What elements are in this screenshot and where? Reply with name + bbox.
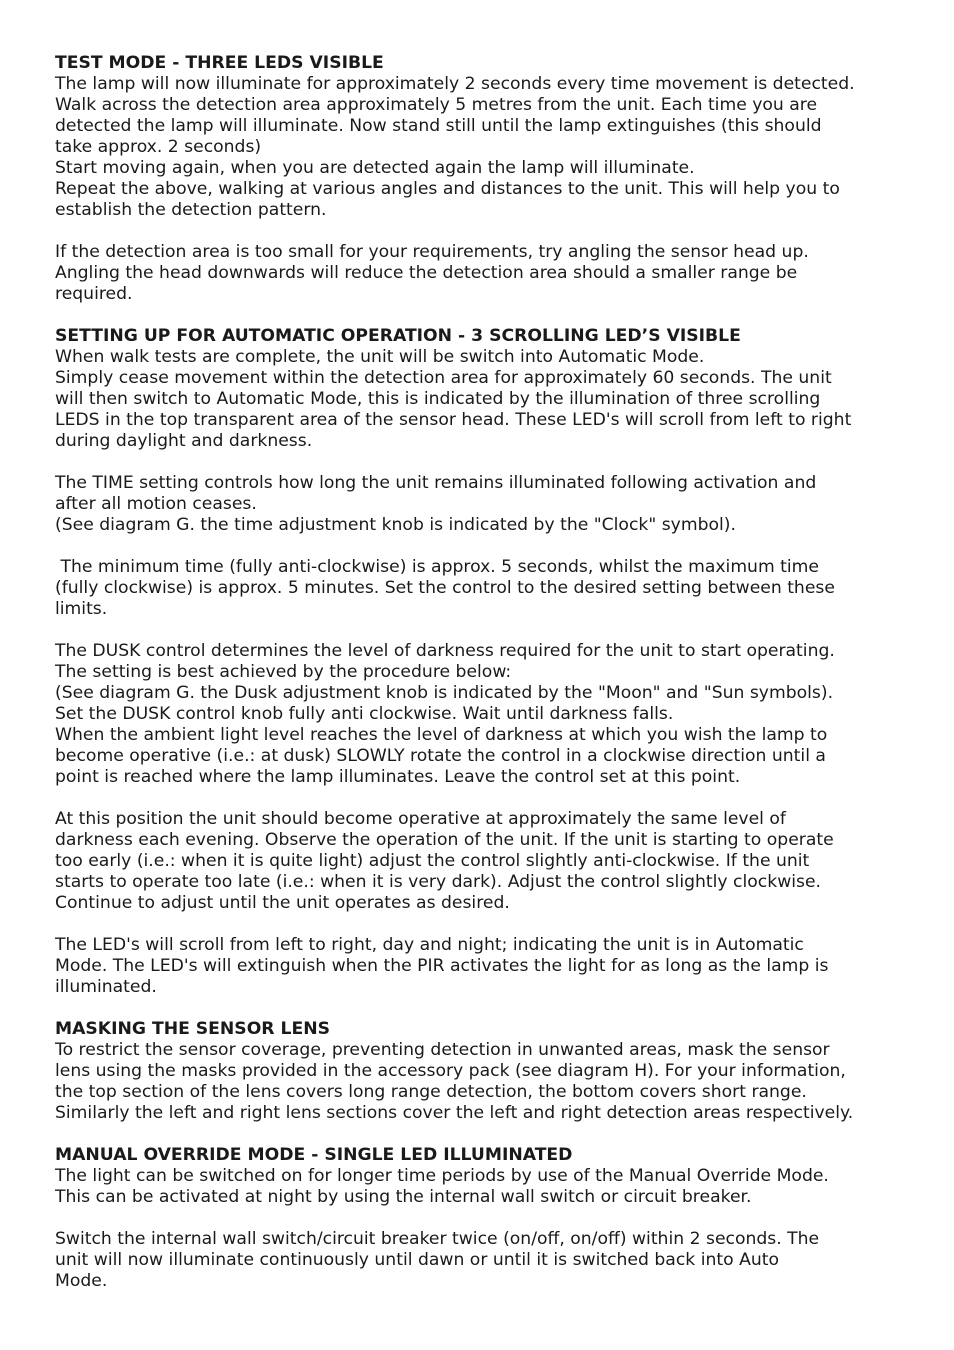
body-text-line: will then switch to Automatic Mode, this is indicated by the illumination of three scrolling: [55, 389, 821, 409]
body-text-line: darkness each evening. Observe the operation of the unit. If the unit is starting to operate: [55, 830, 834, 850]
section-heading-test-mode: TEST MODE - THREE LEDS VISIBLE: [55, 53, 384, 73]
body-text-line: lens using the masks provided in the accessory pack (see diagram H). For your information,: [55, 1061, 846, 1081]
paragraph-gap: [55, 998, 915, 1019]
body-text-line: Set the DUSK control knob fully anti clockwise. Wait until darkness falls.: [55, 704, 674, 724]
body-text-line: When the ambient light level reaches the level of darkness at which you wish the lamp to: [55, 725, 828, 745]
body-text-line: The light can be switched on for longer time periods by use of the Manual Override Mode.: [55, 1166, 829, 1186]
paragraph-gap: [55, 452, 915, 473]
body-text-line: required.: [55, 284, 133, 304]
body-text-line: Mode. The LED's will extinguish when the PIR activates the light for as long as the lamp is: [55, 956, 829, 976]
body-text-line: (See diagram G. the Dusk adjustment knob is indicated by the "Moon" and "Sun symbols).: [55, 683, 834, 703]
body-text-line: Start moving again, when you are detected again the lamp will illuminate.: [55, 158, 695, 178]
paragraph-gap: [55, 914, 915, 935]
body-text-line: The DUSK control determines the level of darkness required for the unit to start operating.: [55, 641, 835, 661]
body-text-line: Switch the internal wall switch/circuit breaker twice (on/off, on/off) within 2 seconds. The: [55, 1229, 820, 1249]
body-text-line: detected the lamp will illuminate. Now stand still until the lamp extinguishes (this should: [55, 116, 822, 136]
body-text-line: Simply cease movement within the detection area for approximately 60 seconds. The unit: [55, 368, 832, 388]
body-text-line: (See diagram G. the time adjustment knob is indicated by the "Clock" symbol).: [55, 515, 736, 535]
body-text-line: Repeat the above, walking at various angles and distances to the unit. This will help you to: [55, 179, 840, 199]
body-text-line: To restrict the sensor coverage, preventing detection in unwanted areas, mask the sensor: [55, 1040, 830, 1060]
body-text-line: become operative (i.e.: at dusk) SLOWLY rotate the control in a clockwise direction until a: [55, 746, 826, 766]
body-text-line: take approx. 2 seconds): [55, 137, 262, 157]
body-text-line: Walk across the detection area approximately 5 metres from the unit. Each time you are: [55, 95, 818, 115]
body-text-line: unit will now illuminate continuously until dawn or until it is switched back into Auto: [55, 1250, 779, 1270]
body-text-line: during daylight and darkness.: [55, 431, 313, 451]
body-text-line: (fully clockwise) is approx. 5 minutes. Set the control to the desired setting between these: [55, 578, 835, 598]
body-text-line: This can be activated at night by using the internal wall switch or circuit breaker.: [55, 1187, 752, 1207]
body-text-line: At this position the unit should become operative at approximately the same level of: [55, 809, 786, 829]
body-text-line: Similarly the left and right lens sections cover the left and right detection areas respectively.: [55, 1103, 854, 1123]
section-heading-manual-override: MANUAL OVERRIDE MODE - SINGLE LED ILLUMINATED: [55, 1145, 573, 1165]
body-text-line: The LED's will scroll from left to right, day and night; indicating the unit is in Automatic: [55, 935, 804, 955]
paragraph-gap: [55, 620, 915, 641]
paragraph-gap: [55, 305, 915, 326]
body-text-line: establish the detection pattern.: [55, 200, 327, 220]
paragraph-gap: [55, 1208, 915, 1229]
paragraph-gap: [55, 536, 915, 557]
body-text-line: Mode.: [55, 1271, 108, 1291]
body-text-line: When walk tests are complete, the unit will be switch into Automatic Mode.: [55, 347, 705, 367]
body-text-line: The setting is best achieved by the procedure below:: [55, 662, 512, 682]
body-text-line: too early (i.e.: when it is quite light) adjust the control slightly anti-clockwise. If the unit: [55, 851, 810, 871]
document-page: [55, 53, 915, 1292]
body-text-line: limits.: [55, 599, 108, 619]
body-text-line: The TIME setting controls how long the unit remains illuminated following activation and: [55, 473, 817, 493]
paragraph-gap: [55, 788, 915, 809]
body-text-line: Continue to adjust until the unit operates as desired.: [55, 893, 510, 913]
paragraph-gap: [55, 1124, 915, 1145]
section-heading-automatic: SETTING UP FOR AUTOMATIC OPERATION - 3 SCROLLING LED’S VISIBLE: [55, 326, 741, 346]
body-text-line: point is reached where the lamp illuminates. Leave the control set at this point.: [55, 767, 741, 787]
body-text-line: LEDS in the top transparent area of the sensor head. These LED's will scroll from left to right: [55, 410, 852, 430]
body-text-line: If the detection area is too small for your requirements, try angling the sensor head up.: [55, 242, 809, 262]
body-text-line: illuminated.: [55, 977, 157, 997]
paragraph-gap: [55, 221, 915, 242]
body-text-line: starts to operate too late (i.e.: when it is very dark). Adjust the control slightly clockwise.: [55, 872, 822, 892]
body-text-line: The minimum time (fully anti-clockwise) is approx. 5 seconds, whilst the maximum time: [55, 557, 819, 577]
body-text-line: Angling the head downwards will reduce the detection area should a smaller range be: [55, 263, 798, 283]
body-text-line: the top section of the lens covers long range detection, the bottom covers short range.: [55, 1082, 807, 1102]
body-text-line: The lamp will now illuminate for approximately 2 seconds every time movement is detected.: [55, 74, 855, 94]
body-text-line: after all motion ceases.: [55, 494, 257, 514]
section-heading-masking: MASKING THE SENSOR LENS: [55, 1019, 330, 1039]
